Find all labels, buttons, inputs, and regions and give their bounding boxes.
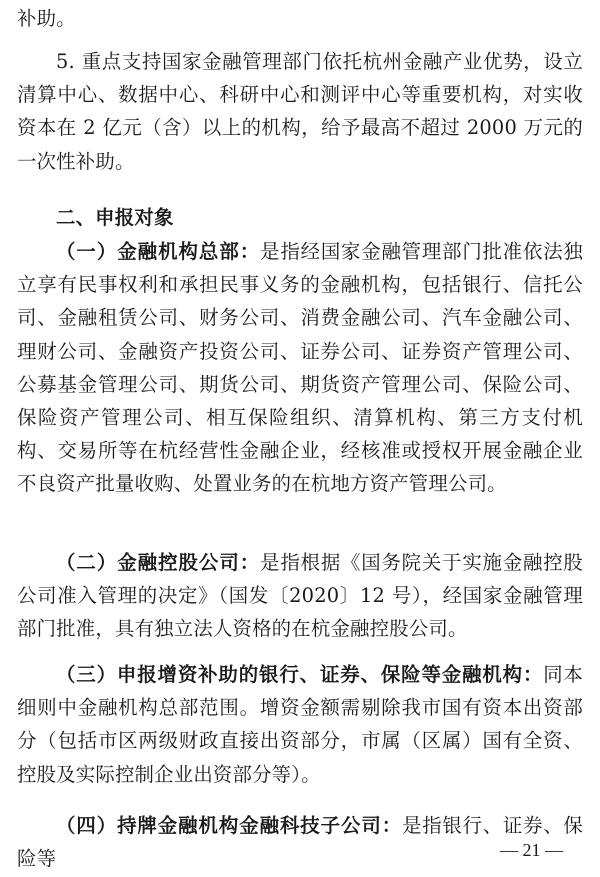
- text-financial-holding: 是指根据《国务院关于实施金融控股公司准入管理的决定》（国发〔2020〕12 号），经国家金融管理部门批准，具有独立法人资格的在杭金融控股公司。: [17, 551, 584, 641]
- paragraph-fintech-subsidiary: [17, 809, 583, 875]
- section-title: 二、申报对象: [56, 206, 174, 229]
- label-financial-hq: （一）金融机构总部：: [56, 240, 261, 263]
- paragraph-item-5: 5. 重点支持国家金融管理部门依托杭州金融产业优势，设立清算中心、数据中心、科研中心和测评中心等重要机构，对实收资本在 2 亿元（含）以上的机构，给予最高不超过 2000 万元的一次性补助。: [17, 50, 583, 173]
- paragraph-capital-increase: [17, 658, 583, 791]
- text-capital-increase: 同本细则中金融机构总部范围。增资金额需剔除我市国有资本出资部分（包括市区两级财政直接出资部分，市属（区属）国有全资、控股及实际控制企业出资部分等）。: [17, 663, 583, 786]
- label-fintech-subsidiary: （四）持牌金融机构金融科技子公司：: [56, 814, 403, 837]
- label-capital-increase: （三）申报增资补助的银行、证券、保险等金融机构：: [56, 663, 544, 686]
- text-fintech-subsidiary: 是指银行、证券、保险等: [17, 814, 583, 871]
- paragraph-financial-hq: [17, 235, 583, 501]
- text-financial-hq: 是指经国家金融管理部门批准依法独立享有民事权利和承担民事义务的金融机构，包括银行、信托公司、金融租赁公司、财务公司、消费金融公司、汽车金融公司、理财公司、金融资产投资公司、证券公司、证券资产管理公司、公募基金管理公司、期货公司、期货资产管理公司、保险公司、保险资产管理公司、相互保险组织、清算机构、第三方支付机构、交易所等在杭经营性金融企业，经核准或授权开展金融企业不良资产批量收购、处置业务的在杭地方资产管理公司。: [17, 240, 584, 496]
- label-financial-holding: （二）金融控股公司：: [56, 551, 261, 574]
- page-number: — 21 —: [500, 840, 563, 860]
- paragraph-financial-holding: [17, 546, 583, 646]
- paragraph-continuation: 补助。: [17, 7, 76, 30]
